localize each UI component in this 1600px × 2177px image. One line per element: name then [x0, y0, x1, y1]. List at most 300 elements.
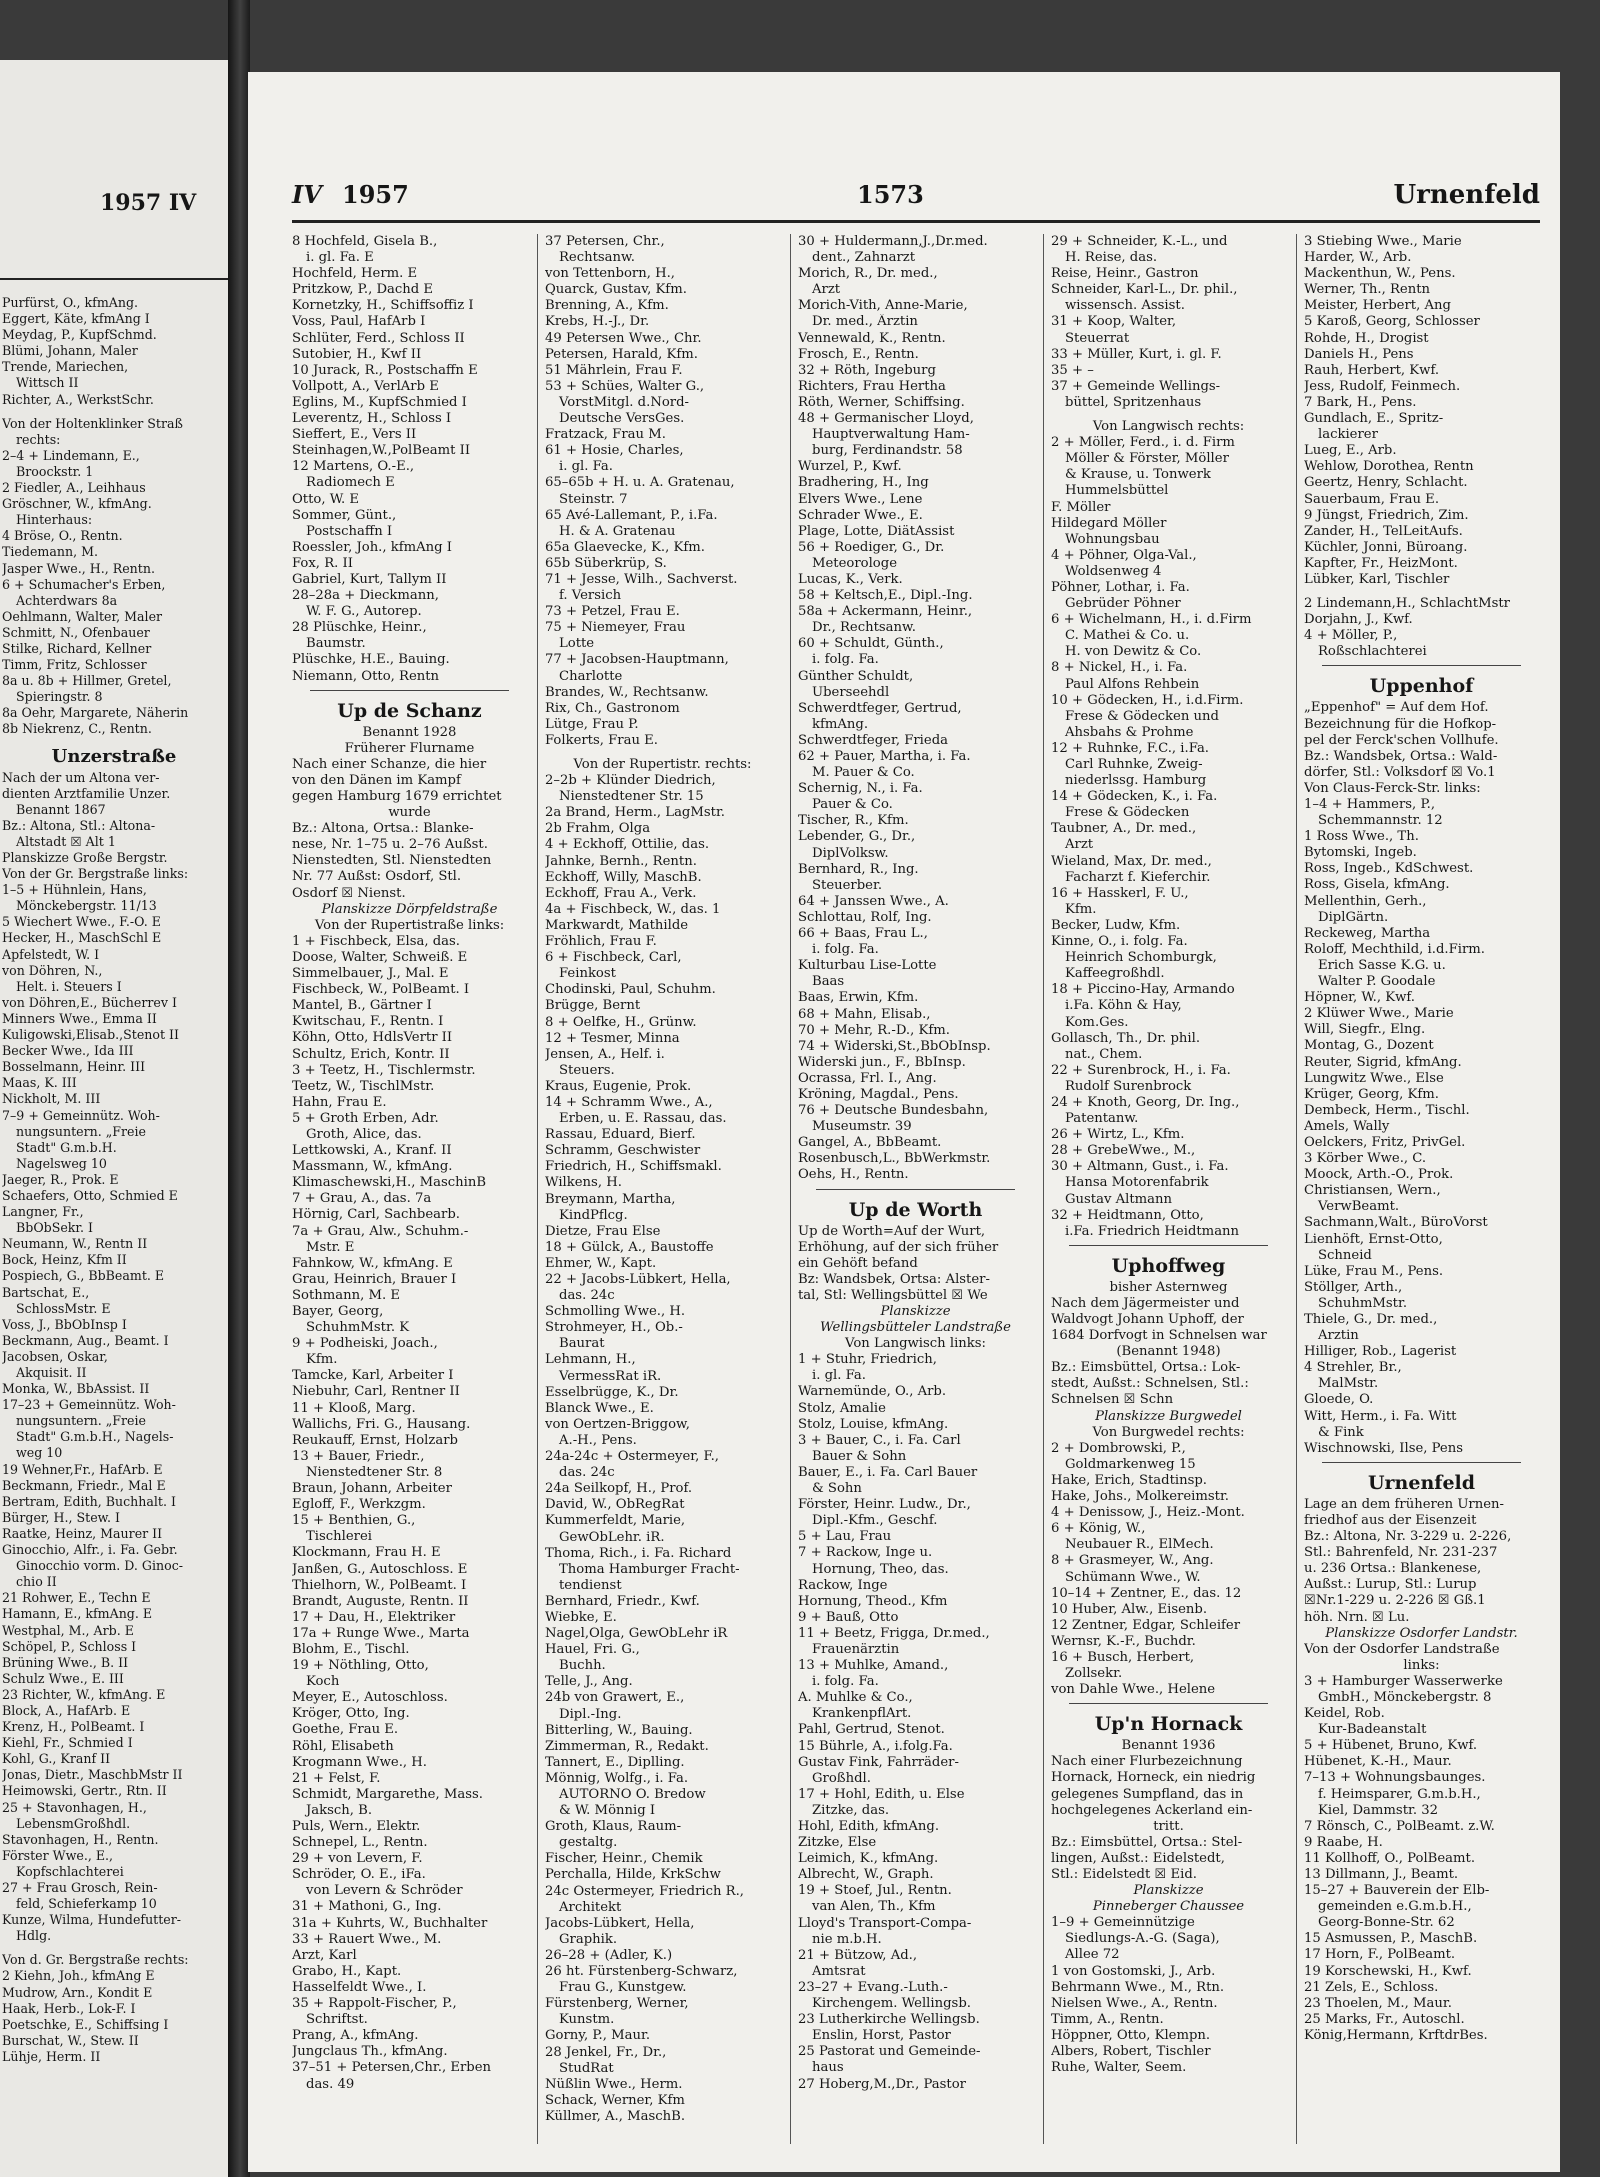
- street-heading: Up de Worth: [848, 1198, 983, 1221]
- directory-entry: 2 + Dombrowski, P.,: [1051, 1440, 1186, 1456]
- directory-entry: 76 + Deutsche Bundesbahn,: [798, 1103, 989, 1119]
- directory-entry: König,Hermann, KrftdrBes.: [1304, 2027, 1488, 2043]
- directory-entry: Kornetzky, H., Schiffsoffiz I: [292, 298, 474, 314]
- directory-entry: 15 Bührle, A., i.folg.Fa.: [798, 1738, 953, 1754]
- section-note: tritt.: [1153, 1818, 1184, 1834]
- directory-entry: lingen, Außst.: Eidelstedt,: [1051, 1850, 1225, 1866]
- directory-entry: Schramm, Geschwister: [545, 1143, 701, 1159]
- directory-entry: 31a + Kuhrts, W., Buchhalter: [292, 1915, 488, 1931]
- directory-entry: Haak, Herb., Lok-F. I: [2, 2000, 136, 2016]
- directory-entry: 49 Petersen Wwe., Chr.: [545, 330, 702, 346]
- directory-entry: 21 + Bützow, Ad.,: [798, 1947, 918, 1963]
- directory-entry: 1–5 + Hühnlein, Hans,: [2, 882, 147, 898]
- directory-entry: Monka, W., BbAssist. II: [2, 1381, 150, 1397]
- directory-entry: Krogmann Wwe., H.: [292, 1754, 427, 1770]
- directory-entry: Jensen, A., Helf. i.: [545, 1046, 665, 1062]
- directory-entry: Morich-Vith, Anne-Marie,: [798, 298, 968, 314]
- directory-entry: Ruhe, Walter, Seem.: [1051, 2060, 1187, 2076]
- entry-continuation: chio II: [16, 1574, 57, 1590]
- directory-entry: Bradhering, H., Ing: [798, 475, 929, 491]
- directory-entry: 1 von Gostomski, J., Arb.: [1051, 1963, 1216, 1979]
- entry-continuation: BbObSekr. I: [16, 1220, 94, 1236]
- directory-entry: 24b von Grawert, E.,: [545, 1690, 685, 1706]
- directory-entry: Bartschat, E.,: [2, 1284, 90, 1300]
- directory-entry: 3 Körber Wwe., C.: [1304, 1151, 1427, 1167]
- directory-entry: 23 Lutherkirche Wellingsb.: [798, 2012, 980, 2028]
- directory-entry: Rix, Ch., Gastronom: [545, 700, 680, 716]
- directory-entry: Kummerfeldt, Marie,: [545, 1513, 686, 1529]
- entry-continuation: Kfm.: [1065, 901, 1097, 917]
- directory-entry: Amels, Wally: [1304, 1118, 1390, 1134]
- left-page-header-rule: [0, 278, 228, 280]
- section-note: (Benannt 1948): [1116, 1344, 1221, 1360]
- directory-entry: 31 + Mathoni, G., Ing.: [292, 1899, 442, 1915]
- directory-entry: 26 + Wirtz, L., Kfm.: [1051, 1127, 1185, 1143]
- directory-entry: Rassau, Eduard, Bierf.: [545, 1127, 696, 1143]
- directory-entry: 13 Dillmann, J., Beamt.: [1304, 1867, 1459, 1882]
- directory-entry: Bauer, E., i. Fa. Carl Bauer: [798, 1464, 978, 1480]
- entry-continuation: weg 10: [16, 1445, 63, 1461]
- directory-entry: Eckhoff, Frau A., Verk.: [545, 885, 697, 901]
- directory-entry: 10 Jurack, R., Postschaffn E: [292, 362, 478, 378]
- entry-continuation: Schriftst.: [306, 2012, 368, 2028]
- directory-entry: Meister, Herbert, Ang: [1304, 298, 1451, 314]
- directory-entry: Kuligowski,Elisab.,Stenot II: [2, 1027, 179, 1043]
- directory-entry: Sieffert, E., Vers II: [292, 427, 417, 443]
- entry-continuation: A.-H., Pens.: [559, 1432, 637, 1448]
- entry-continuation: Erben, u. E. Rassau, das.: [559, 1111, 727, 1127]
- directory-entry: 25 Marks, Fr., Autoschl.: [1304, 2011, 1465, 2027]
- entry-continuation: Gebrüder Pöhner: [1065, 596, 1181, 612]
- directory-entry: Fischbeck, W., PolBeamt. I: [292, 982, 470, 998]
- directory-entry: 7–9 + Gemeinnütz. Woh-: [2, 1107, 160, 1123]
- directory-entry: 26 ht. Fürstenberg-Schwarz,: [545, 1964, 738, 1980]
- directory-entry: Baas, Erwin, Kfm.: [798, 990, 919, 1006]
- entry-continuation: Stadt" G.m.b.H., Nagels-: [16, 1429, 174, 1445]
- directory-entry: 7 + Grau, A., das. 7a: [292, 1191, 432, 1207]
- directory-entry: 4 Strehler, Br.,: [1304, 1360, 1402, 1376]
- entry-continuation: wissensch. Assist.: [1065, 298, 1185, 314]
- entry-continuation: i.Fa. Köhn & Hay,: [1065, 998, 1182, 1014]
- section-note: Benannt 1928: [362, 724, 457, 740]
- entry-continuation: Schemmannstr. 12: [1318, 813, 1443, 829]
- entry-continuation: Graphik.: [559, 1931, 618, 1947]
- section-note: Benannt 1936: [1121, 1738, 1216, 1754]
- directory-entry: Sutobier, H., Kwf II: [292, 346, 422, 362]
- directory-entry: Up de Worth=Auf der Wurt,: [798, 1223, 986, 1239]
- section-note: Von Langwisch links:: [845, 1336, 986, 1352]
- directory-entry: Otto, W. E: [292, 491, 359, 507]
- directory-entry: Gundlach, E., Spritz-: [1304, 411, 1444, 427]
- entry-continuation: Frese & Gödecken und: [1065, 708, 1219, 724]
- directory-entry: 18 + Piccino-Hay, Armando: [1051, 982, 1235, 998]
- entry-continuation: H. Reise, das.: [1065, 250, 1158, 266]
- directory-entry: Brüning Wwe., B. II: [2, 1654, 129, 1670]
- directory-entry: Nr. 77 Außst: Osdorf, Stl.: [292, 869, 462, 885]
- directory-entry: Lebender, G., Dr.,: [798, 829, 916, 845]
- directory-entry: Apfelstedt, W. I: [2, 946, 100, 962]
- directory-entry: Von Claus-Ferck-Str. links:: [1304, 780, 1481, 796]
- directory-entry: Brandt, Auguste, Rentn. II: [292, 1593, 469, 1609]
- planskizze-note: Planskizze: [1133, 1883, 1204, 1899]
- directory-entry: Fratzack, Frau M.: [545, 427, 666, 443]
- directory-entry: 25 Pastorat und Gemeinde-: [798, 2044, 981, 2060]
- entry-continuation: Mönckebergstr. 11/13: [16, 898, 157, 914]
- directory-entry: von Tettenborn, H.,: [545, 266, 675, 282]
- entry-continuation: Frese & Gödecken: [1065, 805, 1190, 821]
- directory-entry: Kulturbau Lise-Lotte: [798, 958, 937, 974]
- directory-entry: Pahl, Gertrud, Stenot.: [798, 1722, 945, 1738]
- entry-continuation: Enslin, Horst, Pastor: [812, 2028, 951, 2044]
- entry-continuation: Nagelsweg 10: [16, 1155, 107, 1171]
- directory-entry: Pöhner, Lothar, i. Fa.: [1051, 579, 1190, 595]
- planskizze-note: Wellingsbütteler Landstraße: [820, 1320, 1011, 1336]
- directory-entry: Albers, Robert, Tischler: [1051, 2044, 1211, 2060]
- entry-continuation: Dr. med., Ärztin: [812, 314, 918, 330]
- directory-entry: Sachmann,Walt., BüroVorst: [1304, 1215, 1488, 1231]
- directory-entry: Tamcke, Karl, Arbeiter I: [292, 1368, 454, 1384]
- directory-entry: 21 + Felst, F.: [292, 1770, 381, 1786]
- directory-entry: 6 + Fischbeck, Carl,: [545, 950, 682, 966]
- directory-entry: Schmolling Wwe., H.: [545, 1304, 686, 1320]
- directory-entry: Quarck, Gustav, Kfm.: [545, 282, 687, 298]
- section-rule: [1069, 1245, 1268, 1246]
- entry-continuation: Steuerrat: [1065, 330, 1130, 346]
- directory-entry: Wischnowski, Ilse, Pens: [1304, 1440, 1463, 1456]
- directory-entry: Jaeger, R., Prok. E: [2, 1171, 119, 1187]
- directory-entry: gegen Hamburg 1679 errichtet: [292, 789, 502, 804]
- directory-entry: 2–2b + Klünder Diedrich,: [545, 773, 716, 789]
- directory-entry: 13 + Bauer, Friedr.,: [292, 1448, 425, 1464]
- directory-entry: Bz.: Eimsbüttel, Ortsa.: Lok-: [1051, 1360, 1241, 1376]
- directory-entry: Gollasch, Th., Dr. phil.: [1051, 1030, 1201, 1046]
- directory-entry: Förster, Heinr. Ludw., Dr.,: [798, 1497, 971, 1513]
- entry-continuation: DiplVolksw.: [812, 845, 889, 861]
- directory-entry: Heimowski, Gertr., Rtn. II: [2, 1783, 167, 1799]
- directory-entry: Braun, Johann, Arbeiter: [292, 1481, 452, 1497]
- planskizze-note: Planskizze Burgwedel: [1095, 1408, 1242, 1424]
- entry-continuation: rechts:: [16, 431, 61, 447]
- entry-continuation: lackierer: [1318, 427, 1378, 443]
- directory-entry: Kiehl, Fr., Schmied I: [2, 1735, 133, 1751]
- directory-entry: 17 + Dau, H., Elektriker: [292, 1609, 456, 1625]
- directory-entry: Bezeichnung für die Hofkop-: [1304, 716, 1497, 732]
- directory-entry: Bitterling, W., Bauing.: [545, 1722, 693, 1738]
- directory-entry: 8b Niekrenz, C., Rentn.: [2, 721, 152, 737]
- directory-entry: David, W., ObRegRat: [545, 1497, 685, 1513]
- directory-entry: Gangel, A., BbBeamt.: [798, 1135, 942, 1151]
- directory-entry: Blanck Wwe., E.: [545, 1400, 654, 1416]
- entry-continuation: VermessRat iR.: [559, 1368, 662, 1384]
- directory-entry: Dorjahn, J., Kwf.: [1304, 612, 1413, 628]
- directory-entry: 6 + Schumacher's Erben,: [2, 576, 166, 592]
- entry-continuation: Heinrich Schomburgk,: [1065, 950, 1217, 966]
- directory-entry: Hörnig, Carl, Sachbearb.: [292, 1207, 460, 1223]
- directory-entry: Mönnig, Wolfg., i. Fa.: [545, 1770, 689, 1786]
- directory-entry: Osdorf ☒ Nienst.: [292, 885, 406, 901]
- directory-column-1: [292, 234, 527, 2154]
- directory-entry: tal, Stl: Wellingsbüttel ☒ We: [798, 1287, 988, 1303]
- directory-entry: von Döhren,E., Bücherrev I: [2, 994, 177, 1010]
- directory-entry: Nüßlin Wwe., Herm.: [545, 2076, 683, 2092]
- directory-entry: 23 Richter, W., kfmAng. E: [2, 1686, 166, 1702]
- directory-entry: Nach der um Altona ver-: [2, 769, 160, 785]
- entry-continuation: Meteorologe: [812, 555, 897, 571]
- directory-entry: Becker, Ludw, Kfm.: [1051, 917, 1181, 933]
- directory-entry: Prang, A., kfmAng.: [292, 2028, 419, 2044]
- directory-entry: Burschat, W., Stew. II: [2, 2032, 139, 2048]
- entry-continuation: W. F. G., Autorep.: [306, 604, 422, 620]
- directory-entry: Brenning, A., Kfm.: [545, 298, 669, 314]
- entry-continuation: DiplGärtn.: [1318, 909, 1389, 925]
- directory-entry: Reise, Heinr., Gastron: [1051, 266, 1199, 282]
- entry-continuation: VerwBeamt.: [1318, 1199, 1400, 1215]
- directory-entry: 56 + Roediger, G., Dr.: [798, 539, 945, 555]
- directory-entry: Groth, Klaus, Raum-: [545, 1819, 682, 1835]
- directory-entry: 37 + Gemeinde Wellings-: [1051, 378, 1221, 394]
- directory-entry: Von d. Gr. Bergstraße rechts:: [2, 1952, 189, 1968]
- left-page-column: [2, 295, 226, 2065]
- directory-entry: Stavonhagen, H., Rentn.: [2, 1831, 159, 1847]
- book-gutter: [228, 0, 250, 2177]
- directory-entry: Bernhard, R., Ing.: [798, 861, 919, 877]
- entry-continuation: SchlossMstr. E: [16, 1300, 111, 1316]
- directory-entry: Kröger, Otto, Ing.: [292, 1706, 410, 1722]
- entry-continuation: Schneid: [1318, 1247, 1372, 1263]
- directory-entry: 6 + Wichelmann, H., i. d.Firm: [1051, 612, 1252, 628]
- directory-entry: 7 Rönsch, C., PolBeamt. z.W.: [1304, 1818, 1495, 1834]
- section-note: Von der Rupertistr. rechts:: [573, 757, 752, 772]
- directory-entry: 27 + Frau Grosch, Rein-: [2, 1880, 158, 1895]
- directory-entry: Schlottau, Rolf, Ing.: [798, 909, 932, 925]
- directory-entry: Raatke, Heinz, Maurer II: [2, 1525, 163, 1541]
- directory-entry: Lüke, Frau M., Pens.: [1304, 1263, 1444, 1279]
- entry-continuation: von Levern & Schröder: [306, 1883, 463, 1899]
- entry-continuation: Gustav Altmann: [1065, 1191, 1172, 1207]
- entry-continuation: StudRat: [559, 2060, 614, 2076]
- entry-continuation: Baas: [812, 974, 845, 990]
- directory-entry: Jonas, Dietr., MaschbMstr II: [2, 1767, 183, 1783]
- directory-column-5: [1304, 234, 1539, 2154]
- directory-entry: Fahnkow, W., kfmAng. E: [292, 1255, 453, 1271]
- directory-entry: 3 + Bauer, C., i. Fa. Carl: [798, 1432, 961, 1448]
- directory-entry: Frosch, E., Rentn.: [798, 346, 919, 362]
- entry-continuation: Rechtsanw.: [559, 250, 635, 266]
- directory-entry: 22 + Surenbrock, H., i. Fa.: [1051, 1062, 1231, 1078]
- entry-continuation: Dipl.-Ing.: [559, 1706, 622, 1722]
- directory-entry: Mackenthun, W., Pens.: [1304, 266, 1456, 282]
- directory-entry: Rohde, H., Drogist: [1304, 330, 1429, 346]
- directory-entry: Bz.: Altona, Stl.: Altona-: [2, 817, 156, 833]
- entry-continuation: Baurat: [559, 1336, 605, 1352]
- directory-entry: Bytomski, Ingeb.: [1304, 845, 1417, 861]
- directory-entry: Kraus, Eugenie, Prok.: [545, 1078, 692, 1094]
- entry-continuation: Kfm.: [306, 1352, 338, 1368]
- directory-entry: Schröder, O. E., iFa.: [292, 1867, 426, 1883]
- directory-entry: höh. Nrn. ☒ Lu.: [1304, 1609, 1410, 1625]
- directory-entry: Schrader Wwe., E.: [798, 507, 923, 523]
- directory-entry: Chodinski, Paul, Schuhm.: [545, 982, 716, 998]
- directory-entry: 15–27 + Bauverein der Elb-: [1304, 1883, 1490, 1899]
- directory-entry: 4a + Fischbeck, W., das. 1: [545, 901, 721, 917]
- directory-entry: Röhl, Elisabeth: [292, 1738, 394, 1754]
- directory-entry: Werner, Th., Rentn: [1304, 282, 1431, 298]
- directory-entry: Kapfter, Fr., HeizMont.: [1304, 555, 1458, 571]
- directory-entry: von Döhren, N.,: [2, 962, 103, 978]
- directory-entry: Moock, Arth.-O., Prok.: [1304, 1167, 1454, 1183]
- directory-entry: 51 Mährlein, Frau F.: [545, 362, 683, 378]
- directory-entry: 23 Thoelen, M., Maur.: [1304, 1995, 1452, 2011]
- directory-entry: Hake, Erich, Stadtinsp.: [1051, 1472, 1208, 1488]
- entry-continuation: Kiel, Dammstr. 32: [1318, 1802, 1439, 1818]
- page-number: 1573: [857, 180, 924, 209]
- directory-entry: 21 Rohwer, E., Techn E: [2, 1590, 151, 1606]
- directory-entry: Montag, G., Dozent: [1304, 1038, 1434, 1054]
- directory-entry: 15 Asmussen, P., MaschB.: [1304, 1931, 1478, 1947]
- directory-entry: u. 236 Ortsa.: Blankenese,: [1304, 1561, 1482, 1577]
- directory-entry: 17–23 + Gemeinnütz. Woh-: [2, 1397, 176, 1413]
- entry-continuation: KrankenpflArt.: [812, 1706, 912, 1722]
- spacer: [1304, 588, 1539, 596]
- entry-continuation: Steuers.: [559, 1062, 615, 1078]
- directory-entry: 24 + Knoth, Georg, Dr. Ing.,: [1051, 1094, 1240, 1110]
- entry-continuation: Lotte: [559, 636, 595, 652]
- directory-entry: Eggert, Käte, kfmAng I: [2, 311, 150, 327]
- entry-continuation: i. gl. Fa.: [812, 1368, 866, 1384]
- directory-entry: Bock, Heinz, Kfm II: [2, 1252, 127, 1268]
- directory-entry: 75 + Niemeyer, Frau: [545, 620, 686, 636]
- entry-continuation: Großhdl.: [812, 1770, 871, 1786]
- directory-entry: Neumann, W., Rentn II: [2, 1236, 148, 1252]
- directory-entry: Folkerts, Frau E.: [545, 732, 658, 748]
- directory-entry: Vennewald, K., Rentn.: [798, 330, 946, 346]
- directory-entry: Bz.: Altona, Ortsa.: Blanke-: [292, 821, 474, 837]
- directory-entry: 9 + Podheiski, Joach.,: [292, 1336, 438, 1352]
- entry-continuation: VorstMitgl. d.Nord-: [559, 394, 690, 410]
- entry-continuation: niederlssg. Hamburg: [1065, 773, 1207, 789]
- directory-entry: Kröning, Magdal., Pens.: [798, 1086, 959, 1102]
- directory-entry: 19 + Nöthling, Otto,: [292, 1658, 429, 1674]
- directory-entry: Brügge, Bernt: [545, 998, 641, 1014]
- directory-entry: 5 + Groth Erben, Adr.: [292, 1110, 439, 1126]
- directory-entry: 12 Martens, O.-E.,: [292, 459, 415, 475]
- directory-entry: Fox, R. II: [292, 555, 353, 571]
- entry-continuation: Frauenärztin: [812, 1641, 900, 1657]
- directory-entry: Dietze, Frau Else: [545, 1223, 661, 1239]
- directory-entry: Mantel, B., Gärtner I: [292, 998, 432, 1014]
- directory-entry: Hornung, Theod., Kfm: [798, 1593, 948, 1609]
- directory-entry: Gorny, P., Maur.: [545, 2028, 651, 2044]
- directory-entry: 15 + Benthien, G.,: [292, 1513, 416, 1529]
- entry-continuation: Hornung, Theo, das.: [812, 1561, 949, 1577]
- directory-entry: von den Dänen im Kampf: [292, 772, 461, 788]
- directory-entry: Bürger, H., Stew. I: [2, 1509, 120, 1525]
- entry-continuation: kfmAng.: [812, 716, 869, 732]
- directory-entry: 10 Huber, Alw., Eisenb.: [1051, 1601, 1208, 1617]
- directory-entry: Will, Siegfr., Elng.: [1304, 1022, 1426, 1038]
- entry-continuation: Allee 72: [1065, 1947, 1120, 1963]
- directory-entry: Nienstedten, Stl. Nienstedten: [292, 853, 492, 869]
- directory-entry: Petersen, Harald, Kfm.: [545, 346, 698, 362]
- entry-continuation: Benannt 1867: [16, 801, 106, 817]
- directory-entry: Nach einer Schanze, die hier: [292, 756, 487, 772]
- directory-entry: Von der Gr. Bergstraße links:: [2, 866, 189, 882]
- directory-entry: 48 + Germanischer Lloyd,: [798, 411, 974, 427]
- directory-entry: Schwerdtfeger, Frieda: [798, 732, 948, 748]
- directory-entry: Bz: Wandsbek, Ortsa: Alster-: [798, 1271, 990, 1287]
- directory-entry: 3 Stiebing Wwe., Marie: [1304, 234, 1462, 249]
- directory-entry: Kohl, G., Kranf II: [2, 1751, 111, 1767]
- directory-entry: Breymann, Martha,: [545, 1191, 676, 1207]
- directory-entry: Jasper Wwe., H., Rentn.: [2, 560, 155, 576]
- directory-entry: Strohmeyer, H., Ob.-: [545, 1320, 683, 1336]
- directory-entry: Hornack, Horneck, ein niedrig: [1051, 1770, 1256, 1786]
- directory-entry: Wernsr, K.-F., Buchdr.: [1051, 1633, 1196, 1649]
- directory-entry: Reuter, Sigrid, kfmAng.: [1304, 1054, 1462, 1070]
- entry-continuation: Pauer & Co.: [812, 797, 893, 813]
- directory-entry: Gustav Fink, Fahrräder-: [798, 1754, 959, 1770]
- directory-entry: Richters, Frau Hertha: [798, 378, 946, 394]
- directory-entry: Schaefers, Otto, Schmied E: [2, 1187, 178, 1203]
- directory-entry: Puls, Wern., Elektr.: [292, 1819, 421, 1834]
- entry-continuation: Baumstr.: [306, 636, 366, 652]
- entry-continuation: Kom.Ges.: [1065, 1014, 1129, 1030]
- page-header-street: Urnenfeld: [1393, 180, 1540, 210]
- left-page: [0, 60, 228, 2177]
- directory-entry: dörfer, Stl.: Volksdorf ☒ Vo.1: [1304, 764, 1496, 780]
- directory-entry: 28 Plüschke, Heinr.,: [292, 620, 427, 636]
- directory-entry: Eckhoff, Willy, MaschB.: [545, 869, 702, 885]
- entry-continuation: H. & A. Gratenau: [559, 523, 676, 539]
- directory-entry: Wieland, Max, Dr. med.,: [1051, 853, 1212, 869]
- directory-entry: Elvers Wwe., Lene: [798, 491, 923, 507]
- directory-entry: Nach einer Flurbezeichnung: [1051, 1754, 1243, 1770]
- entry-continuation: i. gl. Fa. E: [306, 250, 374, 266]
- directory-entry: Blohm, E., Tischl.: [292, 1641, 410, 1657]
- directory-entry: Lage an dem früheren Urnen-: [1304, 1496, 1504, 1512]
- directory-entry: von Oertzen-Briggow,: [545, 1416, 690, 1432]
- directory-entry: Wehlow, Dorothea, Rentn: [1304, 459, 1474, 475]
- directory-entry: Fürstenberg, Werner,: [545, 1996, 689, 2012]
- directory-entry: Jahnke, Bernh., Rentn.: [545, 853, 697, 869]
- directory-entry: 8a Oehr, Margarete, Näherin: [2, 705, 189, 721]
- column-divider: [790, 234, 791, 2144]
- directory-entry: Krebs, H.-J., Dr.: [545, 314, 650, 330]
- directory-entry: Lucas, K., Verk.: [798, 571, 903, 587]
- directory-entry: 7a + Grau, Alw., Schuhm.-: [292, 1223, 469, 1239]
- directory-entry: Grabo, H., Kapt.: [292, 1963, 402, 1979]
- directory-entry: Christiansen, Wern.,: [1304, 1183, 1441, 1199]
- directory-entry: 17 + Hohl, Edith, u. Else: [798, 1786, 965, 1802]
- header-rule: [292, 220, 1540, 223]
- directory-entry: gelegenes Sumpfland, das in: [1051, 1786, 1244, 1802]
- directory-entry: 3 + Hamburger Wasserwerke: [1304, 1673, 1503, 1689]
- directory-entry: 4 + Eckhoff, Ottilie, das.: [545, 837, 710, 853]
- directory-entry: 5 + Hübenet, Bruno, Kwf.: [1304, 1738, 1478, 1754]
- directory-entry: Bz.: Eimsbüttel, Ortsa.: Stel-: [1051, 1834, 1243, 1850]
- column-divider: [537, 234, 538, 2144]
- directory-entry: 17 Horn, F., PolBeamt.: [1304, 1947, 1456, 1963]
- directory-entry: Doose, Walter, Schweiß. E: [292, 949, 468, 965]
- directory-entry: Günther Schuldt,: [798, 668, 914, 684]
- directory-entry: 64 + Janssen Wwe., A.: [798, 893, 949, 909]
- directory-entry: Nielsen Wwe., A., Rentn.: [1051, 1995, 1218, 2011]
- directory-entry: ein Gehöft befand: [798, 1255, 918, 1271]
- entry-continuation: Walter P. Goodale: [1318, 974, 1436, 990]
- directory-entry: Meydag, P., KupfSchmd.: [2, 327, 157, 343]
- directory-entry: 66 + Baas, Frau L.,: [798, 926, 928, 942]
- street-heading: Urnenfeld: [1367, 1471, 1476, 1494]
